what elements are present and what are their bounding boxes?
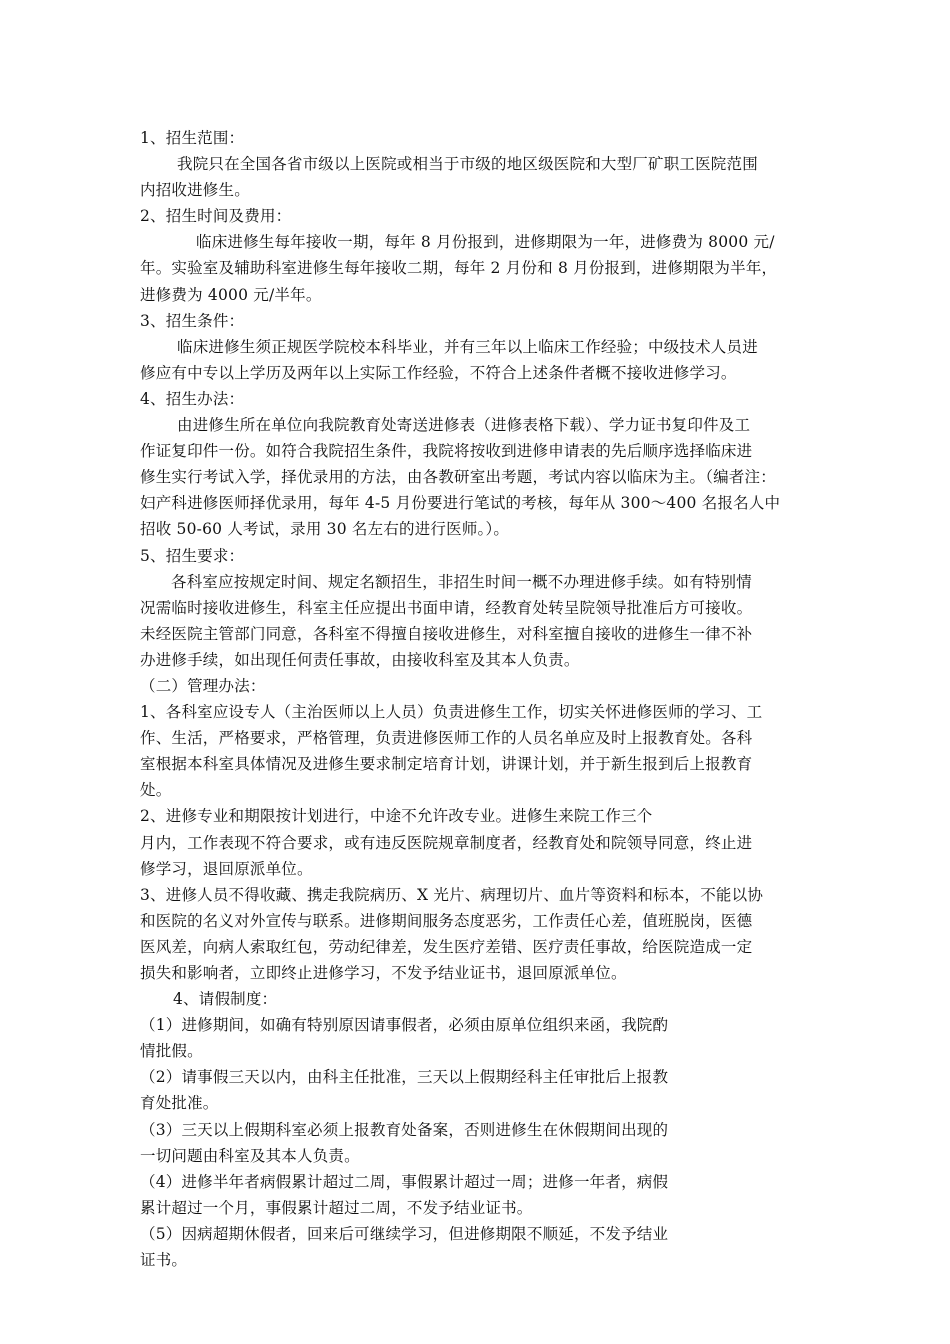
paragraph-line: 临床进修生每年接收一期，每年 8 月份报到，进修期限为一年，进修费为 8000 元/ [196, 233, 775, 252]
section-heading: 2、招生时间及费用： [140, 207, 292, 226]
document-body [140, 125, 828, 1273]
paragraph-line: 和医院的名义对外宣传与联系。进修期间服务态度恶劣，工作责任心差，值班脱岗，医德 [140, 911, 753, 930]
paragraph-line: 由进修生所在单位向我院教育处寄送进修表（进修表格下载）、学力证书复印件及工 [177, 416, 751, 435]
paragraph-line: 2、进修专业和期限按计划进行，中途不允许改专业。进修生来院工作三个 [140, 807, 653, 826]
paragraph-line: 我院只在全国各省市级以上医院或相当于市级的地区级医院和大型厂矿职工医院范围 [177, 155, 758, 174]
paragraph-line: 情批假。 [140, 1042, 203, 1061]
paragraph-line: （5）因病超期休假者，回来后可继续学习，但进修期限不顺延，不发予结业 [140, 1224, 669, 1243]
paragraph-line: 损失和影响者，立即终止进修学习，不发予结业证书，退回原派单位。 [140, 964, 627, 982]
paragraph-line: 年。实验室及辅助科室进修生每年接收二期，每年 2 月份和 8 月份报到，进修期限为半年， [140, 259, 778, 278]
section-heading: 3、招生条件： [140, 311, 245, 330]
paragraph-line: （3）三天以上假期科室必须上报教育处备案，否则进修生在休假期间出现的 [140, 1120, 669, 1139]
paragraph-line: 育处批准。 [140, 1094, 219, 1113]
paragraph-line: 各科室应按规定时间、规定名额招生，非招生时间一概不办理进修手续。如有特别情 [171, 572, 752, 591]
paragraph-line: 修生实行考试入学，择优录用的方法，由各教研室出考题，考试内容以临床为主。（编者注： [140, 468, 776, 487]
paragraph-line: 1、各科室应设专人（主治医师以上人员）负责进修生工作，切实关怀进修医师的学习、工 [140, 703, 763, 722]
paragraph-line: 办进修手续，如出现任何责任事故，由接收科室及其本人负责。 [140, 650, 580, 669]
section-heading: 5、招生要求： [140, 546, 245, 565]
paragraph-line: 临床进修生须正规医学院校本科毕业，并有三年以上临床工作经验；中级技术人员进 [177, 337, 758, 356]
section-heading: （二）管理办法： [140, 676, 266, 695]
section-heading: 1、招生范围： [140, 129, 245, 147]
paragraph-line: 作证复印件一份。如符合我院招生条件，我院将按收到进修申请表的先后顺序选择临床进 [140, 442, 753, 461]
paragraph-line: 作、生活，严格要求，严格管理，负责进修医师工作的人员名单应及时上报教育处。各科 [140, 729, 753, 748]
paragraph-line: 证书。 [140, 1251, 188, 1270]
paragraph-line: 月内，工作表现不符合要求，或有违反医院规章制度者，经教育处和院领导同意，终止进 [140, 833, 753, 852]
section-heading: 4、请假制度： [173, 990, 278, 1009]
paragraph-line: （2）请事假三天以内，由科主任批准，三天以上假期经科主任审批后上报教 [140, 1068, 669, 1087]
paragraph-line: 内招收进修生。 [140, 181, 250, 200]
paragraph-line: 室根据本科室具体情况及进修生要求制定培育计划，讲课计划，并于新生报到后上报教育 [140, 755, 753, 774]
paragraph-line: 招收 50-60 人考试，录用 30 名左右的进行医师。）。 [140, 520, 510, 539]
paragraph-line: 一切问题由科室及其本人负责。 [140, 1146, 360, 1165]
paragraph-line: 妇产科进修医师择优录用，每年 4-5 月份要进行笔试的考核，每年从 300～400 名报名人中 [140, 494, 781, 513]
paragraph-line: 处。 [140, 781, 172, 800]
paragraph-line: 进修费为 4000 元/半年。 [140, 285, 322, 304]
paragraph-line: （4）进修半年者病假累计超过二周，事假累计超过一周；进修一年者，病假 [140, 1172, 669, 1191]
paragraph-line: 累计超过一个月，事假累计超过二周，不发予结业证书。 [140, 1198, 533, 1217]
section-heading: 4、招生办法： [140, 389, 245, 408]
paragraph-line: 修学习，退回原派单位。 [140, 859, 313, 878]
paragraph-line: 况需临时接收进修生，科室主任应提出书面申请，经教育处转呈院领导批准后方可接收。 [140, 598, 753, 617]
paragraph-line: 医风差，向病人索取红包，劳动纪律差，发生医疗差错、医疗责任事故，给医院造成一定 [140, 937, 753, 956]
paragraph-line: 未经医院主管部门同意，各科室不得擅自接收进修生，对科室擅自接收的进修生一律不补 [140, 624, 753, 643]
paragraph-line: 修应有中专以上学历及两年以上实际工作经验，不符合上述条件者概不接收进修学习。 [140, 363, 737, 382]
paragraph-line: 3、进修人员不得收藏、携走我院病历、X 光片、病理切片、血片等资料和标本，不能以协 [140, 885, 764, 904]
paragraph-line: （1）进修期间，如确有特别原因请事假者，必须由原单位组织来函，我院酌 [140, 1016, 669, 1035]
